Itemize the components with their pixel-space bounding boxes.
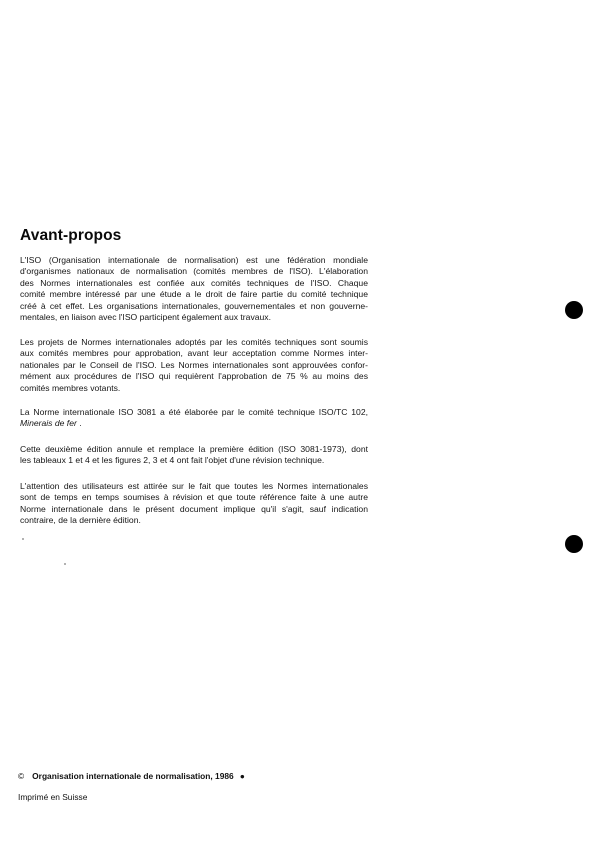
text-line: créé à cet effet. Les organisations internationales, gouvernementales et non gouverne- [20,300,368,311]
text-line: sont de temps en temps soumises à révision et que toute référence faite à une autre [20,492,368,503]
paragraph-edition [20,444,368,467]
scan-speck [64,563,66,565]
text-line: mentales, en liaison avec l'ISO participent également aux travaux. [20,312,271,323]
text-line [20,418,368,429]
text-line: d'organismes nationaux de normalisation (comités membres de l'ISO). L'élaboration [20,266,368,277]
committee-title: Minerais de fer [20,418,77,429]
punch-hole-mark-icon [565,535,583,553]
text-fragment: . [76,418,82,429]
copyright-symbol: © [18,771,25,781]
text-line: aux comités membres pour approbation, avant leur acceptation comme Normes inter- [20,348,368,359]
text-line: Cette deuxième édition annule et remplace la première édition (ISO 3081-1973), dont [20,444,368,454]
text-line: Norme internationale dans le présent document implique qu'il s'agit, sauf indication [20,503,368,514]
text-line: contraire, de la dernière édition. [20,515,141,526]
paragraph-approval [20,337,368,394]
text-line: des Normes internationales est confiée aux comités techniques de l'ISO. Chaque [20,277,368,288]
text-line: comités membres votants. [20,382,121,393]
text-line: L'ISO (Organisation internationale de normalisation) est une fédération mondiale [20,255,368,265]
text-line: nationales par le Conseil de l'ISO. Les Normes internationales sont approuvées confor- [20,359,368,370]
text-line: mément aux procédures de l'ISO qui requièrent l'approbation de 75 % au moins des [20,371,368,382]
copyright-text: Organisation internationale de normalisation, 1986 [32,771,234,781]
text-line: La Norme internationale ISO 3081 a été élaborée par le comité technique ISO/TC 102, [20,407,368,417]
printed-in-text: Imprimé en Suisse [18,792,88,802]
paragraph-committee [20,407,368,430]
paragraph-iso-intro [20,255,368,323]
punch-hole-mark-icon [565,301,583,319]
scan-speck [22,538,24,540]
bullet-icon: ● [239,771,245,781]
text-line: Les projets de Normes internationales adoptés par les comités techniques sont soumis [20,337,368,347]
paragraph-attention [20,481,368,527]
text-line: les tableaux 1 et 4 et les figures 2, 3 et 4 ont fait l'objet d'une révision technique. [20,455,325,466]
copyright-line [18,771,245,781]
page-title: Avant-propos [20,227,122,244]
text-line: L'attention des utilisateurs est attirée sur le fait que toutes les Normes internationales [20,481,368,491]
text-line: comité membre intéressé par une étude a le droit de faire partie du comité technique [20,289,368,300]
